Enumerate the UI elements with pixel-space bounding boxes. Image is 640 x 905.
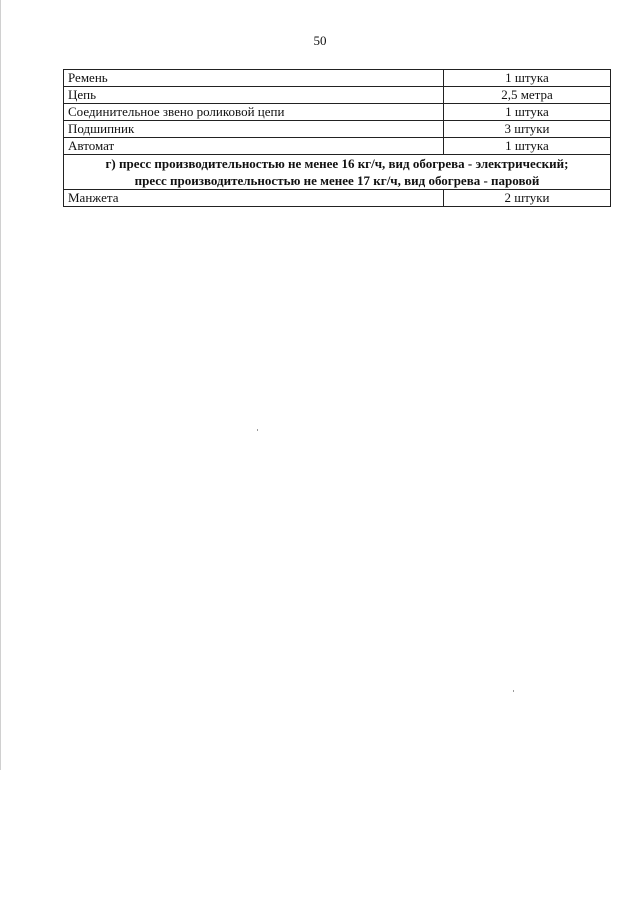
table-row bbox=[64, 70, 611, 87]
table-row bbox=[64, 87, 611, 104]
section-heading: г) пресс производительностью не менее 16 кг/ч, вид обогрева - электрический; пресс производительностью не менее 17 кг/ч, вид обогрева - паровой bbox=[64, 155, 611, 190]
item-name: Соединительное звено роликовой цепи bbox=[64, 104, 444, 121]
item-quantity: 1 штука bbox=[444, 104, 611, 121]
item-name: Подшипник bbox=[64, 121, 444, 138]
item-quantity: 2 штуки bbox=[444, 190, 611, 207]
item-quantity: 3 штуки bbox=[444, 121, 611, 138]
page-number: 50 bbox=[313, 33, 327, 48]
item-quantity: 2,5 метра bbox=[444, 87, 611, 104]
table-row bbox=[64, 138, 611, 155]
section-heading-row bbox=[64, 155, 611, 190]
item-name: Манжета bbox=[64, 190, 444, 207]
parts-table bbox=[63, 69, 611, 207]
item-name: Цепь bbox=[64, 87, 444, 104]
item-name: Автомат bbox=[64, 138, 444, 155]
item-quantity: 1 штука bbox=[444, 138, 611, 155]
table-row bbox=[64, 190, 611, 207]
item-name: Ремень bbox=[64, 70, 444, 87]
scan-speck bbox=[513, 690, 514, 692]
table-row bbox=[64, 121, 611, 138]
item-quantity: 1 штука bbox=[444, 70, 611, 87]
table-row bbox=[64, 104, 611, 121]
scan-speck bbox=[257, 429, 258, 431]
scan-edge-line bbox=[0, 0, 1, 770]
